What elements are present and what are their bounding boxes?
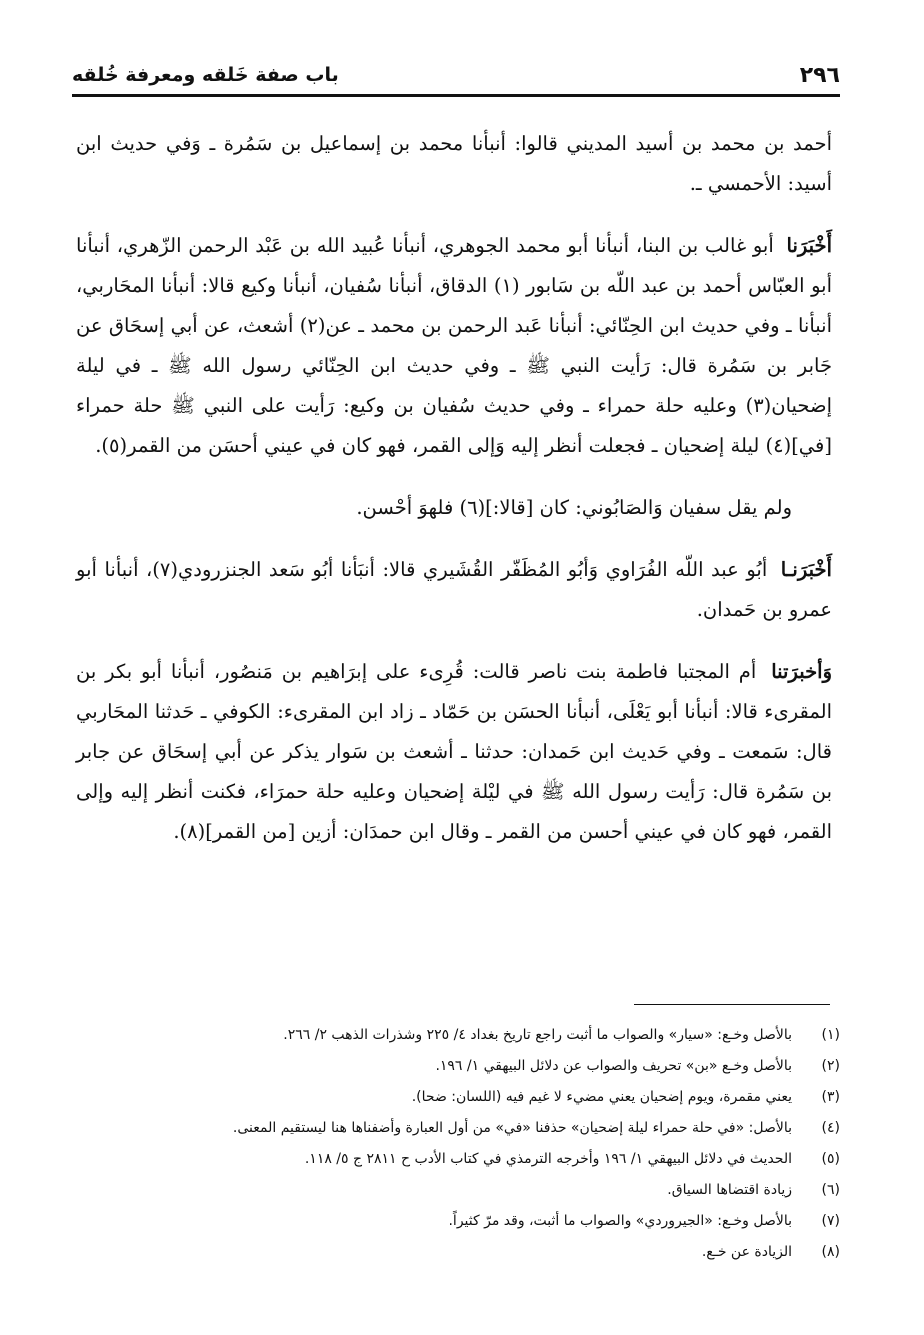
footnote-text: بالأصل وخـع «بن» تحريف والصواب عن دلائل البيهقي ١/ ١٩٦.: [435, 1058, 792, 1074]
footnote-separator: [634, 1004, 830, 1005]
footnote-text: الحديث في دلائل البيهقي ١/ ١٩٦ وأخرجه الترمذي في كتاب الأدب ح ٢٨١١ ج ٥/ ١١٨.: [304, 1151, 792, 1167]
footnote-number: (٤): [821, 1120, 840, 1136]
footnote-text: يعني مقمرة، ويوم إضحيان يعني مضيء لا غيم فيه (اللسان: ضحا).: [411, 1089, 792, 1105]
footnote-number: (٦): [821, 1182, 840, 1198]
paragraph-text: أبُو عبد اللّه الفُرَاوي وَأبُو المُظَفّر القُشَيري قالا: أنبَأنا أبُو سَعد الجنزرودي(٧)، أنبأنا أبو عمرو بن حَمدان.: [76, 558, 832, 621]
running-title: باب صفة خَلقه ومعرفة خُلقه: [72, 64, 339, 86]
paragraph: [76, 488, 832, 528]
footnote: [120, 1020, 840, 1051]
footnote-number: (١): [821, 1027, 840, 1043]
footnote-number: (٢): [821, 1058, 840, 1074]
footnote: [120, 1051, 840, 1082]
footnote-number: (٥): [821, 1151, 840, 1167]
footnote: [120, 1113, 840, 1144]
main-text: [76, 124, 832, 874]
footnote-text: زيادة اقتضاها السياق.: [667, 1182, 792, 1198]
paragraph-text: أم المجتبا فاطمة بنت ناصر قالت: قُرِىء على إبرَاهيم بن مَنصُور، أنبأنا أبو بكر بن المقرىء قالا: أنبأنا أبو يَعْلَى، أنبأنا الحسَن بن حَمّاد ـ زاد ابن المقرىء: الكوفي ـ حَدثنا المحَاربي قال: سَمعت ـ وفي حَديث ابن حَمدان: حدثنا ـ أشعث بن سَوار يذكر عن أبي إسحَاق عن جابر بن سَمُرة قال: رَأيت رسول الله ﷺ في ليْلة إضحيان وعليه حلة حمرَاء، فكنت أنظر إليه وإلى القمر، فهو كان في عيني أحسن من القمر ـ وقال ابن حمدَان: أزين [من القمر](٨).: [76, 660, 832, 843]
footnote-number: (٨): [821, 1244, 840, 1260]
footnote: [120, 1237, 840, 1268]
paragraph: [76, 652, 832, 852]
paragraph: [76, 550, 832, 630]
footnotes: [120, 1020, 840, 1268]
paragraph-lead-word: وَأخبرَتنا: [771, 660, 833, 683]
footnote: [120, 1175, 840, 1206]
footnote: [120, 1082, 840, 1113]
footnote: [120, 1144, 840, 1175]
header-rule: [72, 94, 840, 97]
footnote-number: (٧): [821, 1213, 840, 1229]
paragraph-lead-word: أَخْبَرَنـا: [780, 558, 832, 581]
paragraph-text: أبو غالب بن البنا، أنبأنا أبو محمد الجوهري، أنبأنا عُبيد الله بن عَبْد الرحمن الزّهري، أنبأنا أبو العبّاس أحمد بن عبد اللّه بن سَابور (١) الدقاق، أنبأنا سُفيان، أنبأنا وكيع قالا: أنبأنا المحَاربي، أنبأنا ـ وفي حديث ابن الحِنّائي: أنبأنا عَبد الرحمن بن محمد ـ عن(٢) أشعث، عن أبي إسحَاق عن جَابر بن سَمُرة قال: رَأيت النبي ﷺ ـ وفي حديث ابن الحِنّائي رسول الله ﷺ ـ في ليلة إضحيان(٣) وعليه حلة حمراء ـ وفي حديث سُفيان بن وكيع: رَأيت على النبي ﷺ حلة حمراء [في](٤) ليلة إضحيان ـ فجعلت أنظر إليه وَإلى القمر، فهو كان في عيني أحسَن من القمر(٥).: [76, 234, 832, 457]
page-header: [72, 58, 840, 92]
paragraph: [76, 226, 832, 466]
page-number: ٢٩٦: [799, 62, 840, 88]
footnote: [120, 1206, 840, 1237]
paragraph-text: ولم يقل سفيان وَالصَابُوني: كان [قالا:](٦) فلهوَ أحْسن.: [356, 496, 792, 519]
paragraph: [76, 124, 832, 204]
paragraph-lead-word: أَخْبَرَنا: [786, 234, 832, 257]
footnote-text: بالأصل وخـع: «الجيروردي» والصواب ما أثبت، وقد مرّ كثيراً.: [448, 1213, 792, 1229]
footnote-number: (٣): [821, 1089, 840, 1105]
footnote-text: بالأصل وخـع: «سيار» والصواب ما أثبت راجع تاريخ بغداد ٤/ ٢٢٥ وشذرات الذهب ٢/ ٢٦٦.: [283, 1027, 792, 1043]
paragraph-text: أحمد بن محمد بن أسيد المديني قالوا: أنبأنا محمد بن إسماعيل بن سَمُرة ـ وَفي حديث ابن أسيد: الأحمسي ـ.: [76, 132, 832, 195]
footnote-text: الزيادة عن خـع.: [701, 1244, 792, 1260]
footnote-text: بالأصل: «في حلة حمراء ليلة إضحيان» حذفنا «في» من أول العبارة وأضفناها هنا ليستقيم المعنى.: [232, 1120, 792, 1136]
